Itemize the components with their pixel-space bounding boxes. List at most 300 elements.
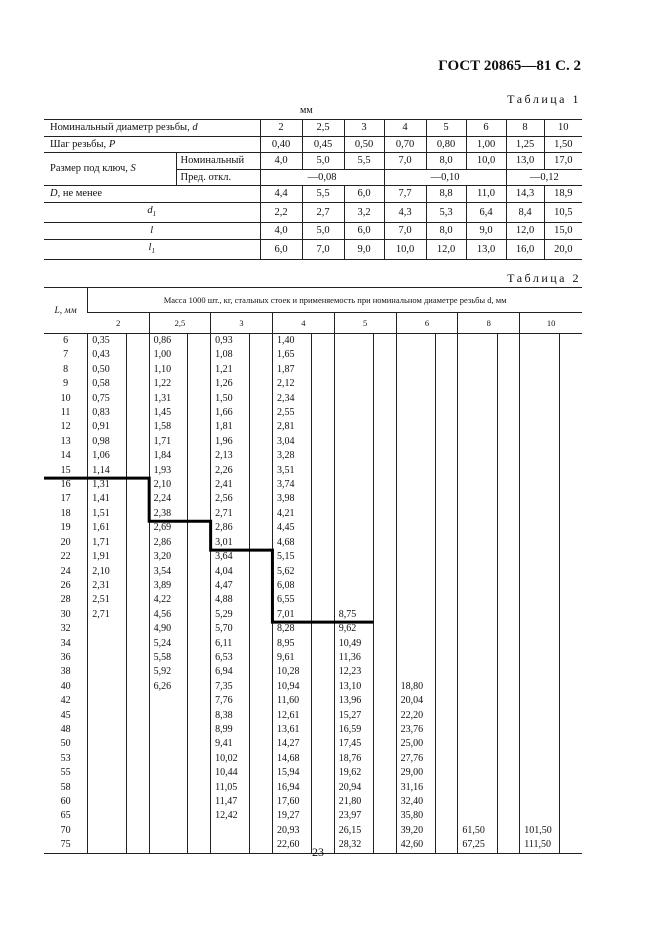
table2-mass-cell <box>458 752 497 766</box>
table1-cell: 7,0 <box>384 153 426 170</box>
table2-mass-cell <box>520 809 560 823</box>
table2-mass-cell <box>396 536 435 550</box>
table2-length-cell: 11 <box>60 407 71 419</box>
table2-applicability-cell <box>188 435 211 449</box>
table2-mass-cell <box>520 795 560 809</box>
table2-applicability-cell <box>559 824 582 838</box>
table2-applicability-cell <box>559 420 582 434</box>
table2-applicability-cell <box>250 723 273 737</box>
table-row <box>44 536 582 550</box>
table2-applicability-cell <box>373 348 396 362</box>
table2-applicability-cell <box>250 838 273 853</box>
table2-mass-cell: 29,00 <box>396 766 435 780</box>
table2-mass-cell: 11,05 <box>211 781 250 795</box>
table-row <box>44 709 582 723</box>
table2-applicability-cell <box>435 809 458 823</box>
table2-applicability-cell <box>373 435 396 449</box>
table-row <box>44 478 582 492</box>
table2-applicability-cell <box>188 809 211 823</box>
table2-applicability-cell <box>373 464 396 478</box>
table2-length-cell: 20 <box>60 536 71 548</box>
table2-applicability-cell <box>497 622 520 636</box>
table2-mass-cell <box>458 464 497 478</box>
table2-applicability-cell <box>312 449 335 463</box>
table2-mass-cell: 22,20 <box>396 709 435 723</box>
table2-mass-cell: 6,08 <box>272 579 311 593</box>
table-row <box>44 464 582 478</box>
table2-applicability-cell <box>497 464 520 478</box>
table2-applicability-cell <box>127 637 150 651</box>
table2-applicability-cell <box>435 550 458 564</box>
table2-mass-cell <box>149 824 188 838</box>
table2-mass-cell: 5,58 <box>149 651 188 665</box>
table1-cell: 7,7 <box>384 186 426 203</box>
table2-mass-cell <box>334 521 373 535</box>
table1-cell: 10,5 <box>544 202 582 223</box>
table2-applicability-cell <box>497 809 520 823</box>
table1-row-wrench-nominal <box>44 153 582 170</box>
table2-mass-cell: 5,24 <box>149 637 188 651</box>
table-row <box>44 694 582 708</box>
table2-applicability-cell <box>250 608 273 622</box>
table2-applicability-cell <box>373 536 396 550</box>
table2-length-cell: 26 <box>60 579 71 591</box>
table2-applicability-cell <box>312 709 335 723</box>
table1-cell: 14,3 <box>506 186 544 203</box>
table2-mass-cell: 17,45 <box>334 737 373 751</box>
table2-applicability-cell <box>373 651 396 665</box>
table1-label-nominal: Номинальный диаметр резьбы, d <box>44 120 260 137</box>
table2-mass-cell: 1,31 <box>149 392 188 406</box>
table2-applicability-cell <box>497 824 520 838</box>
table2-length-cell: 10 <box>60 392 71 404</box>
table2-mass-cell: 5,15 <box>272 550 311 564</box>
table2-applicability-cell <box>497 449 520 463</box>
table2-mass-cell: 12,61 <box>272 709 311 723</box>
table2-applicability-cell <box>373 492 396 506</box>
table1-label-pitch: Шаг резьбы, P <box>44 136 260 153</box>
table2-length-cell: 38 <box>60 666 71 678</box>
table2-mass-cell <box>520 449 560 463</box>
table2-applicability-cell <box>497 348 520 362</box>
table2-length-cell: 50 <box>60 738 71 750</box>
table1-label-d1: $d_1$ <box>44 202 260 223</box>
table2-mass-cell: 21,80 <box>334 795 373 809</box>
table2-applicability-cell <box>373 507 396 521</box>
table2-mass-cell <box>458 449 497 463</box>
table2-mass-header: Масса 1000 шт., кг, стальных стоек и применяемость при номинальном диаметре резьбы d, мм <box>88 288 582 313</box>
table2-applicability-cell <box>312 651 335 665</box>
table2-applicability-cell <box>435 651 458 665</box>
table2-applicability-cell <box>312 420 335 434</box>
table2-applicability-cell <box>312 478 335 492</box>
table2-applicability-cell <box>250 449 273 463</box>
table2-mass-cell: 1,08 <box>211 348 250 362</box>
table2-mass-cell: 35,80 <box>396 809 435 823</box>
table2-mass-cell <box>149 781 188 795</box>
table1-cell: 2,5 <box>302 120 344 137</box>
table2-mass-cell: 3,20 <box>149 550 188 564</box>
table2-applicability-cell <box>312 377 335 391</box>
table2-mass-cell: 0,86 <box>149 334 188 349</box>
table2-mass-cell: 4,88 <box>211 593 250 607</box>
table2-applicability-cell <box>435 608 458 622</box>
table2-mass-cell <box>334 406 373 420</box>
table2-applicability-cell <box>188 550 211 564</box>
table2-mass-cell: 1,65 <box>272 348 311 362</box>
table2-L-header: L, мм <box>44 288 88 334</box>
table2-mass-cell <box>520 737 560 751</box>
table2-applicability-cell <box>188 334 211 349</box>
table1-cell: 6,0 <box>344 186 384 203</box>
table2-applicability-cell <box>559 449 582 463</box>
table2-mass-cell <box>149 766 188 780</box>
table2-mass-cell <box>396 363 435 377</box>
table1-label-l: l <box>44 223 260 240</box>
table2-applicability-cell <box>373 406 396 420</box>
table2-mass-cell: 9,62 <box>334 622 373 636</box>
table2-mass-cell: 1,40 <box>272 334 311 349</box>
table2-mass-cell <box>520 334 560 349</box>
table-row <box>44 737 582 751</box>
table2-applicability-cell <box>188 637 211 651</box>
table2-length-cell: 8 <box>63 363 69 375</box>
table2-applicability-cell <box>373 392 396 406</box>
table2-applicability-cell <box>250 420 273 434</box>
table2-mass-cell <box>334 363 373 377</box>
table2-applicability-cell <box>188 752 211 766</box>
table2-mass-cell <box>520 665 560 679</box>
table2-mass-cell <box>88 781 127 795</box>
table2-applicability-cell <box>559 550 582 564</box>
table1-cell: 5,3 <box>426 202 466 223</box>
table2-applicability-cell <box>127 435 150 449</box>
table2-applicability-cell <box>435 464 458 478</box>
table2-mass-cell: 15,27 <box>334 709 373 723</box>
table2-mass-cell: 101,50 <box>520 824 560 838</box>
table2-applicability-cell <box>497 680 520 694</box>
table2-mass-cell: 2,24 <box>149 492 188 506</box>
table2-applicability-cell <box>312 680 335 694</box>
table2-applicability-cell <box>497 795 520 809</box>
table1-cell: 1,50 <box>544 136 582 153</box>
table2-applicability-cell <box>250 334 273 349</box>
table2-applicability-cell <box>497 377 520 391</box>
table2-applicability-cell <box>373 550 396 564</box>
table2-mass-cell <box>520 565 560 579</box>
table1-cell: 0,45 <box>302 136 344 153</box>
table2-mass-cell: 3,51 <box>272 464 311 478</box>
table2-mass-cell: 8,95 <box>272 637 311 651</box>
table2-mass-cell: 39,20 <box>396 824 435 838</box>
table-row <box>44 824 582 838</box>
table2-mass-cell: 3,74 <box>272 478 311 492</box>
table2-applicability-cell <box>373 694 396 708</box>
table2-applicability-cell <box>188 536 211 550</box>
table2-applicability-cell <box>559 593 582 607</box>
table2-length-cell: 60 <box>60 796 71 807</box>
table2-mass-cell: 1,91 <box>88 550 127 564</box>
table2-applicability-cell <box>559 464 582 478</box>
table2-mass-cell: 5,92 <box>149 665 188 679</box>
table2-applicability-cell <box>250 795 273 809</box>
table2-mass-cell: 2,41 <box>211 478 250 492</box>
table2-mass-cell <box>458 521 497 535</box>
table2-mass-cell: 19,27 <box>272 809 311 823</box>
table2-applicability-cell <box>312 492 335 506</box>
table2-applicability-cell <box>250 363 273 377</box>
table1-cell: 1,00 <box>466 136 506 153</box>
table2-mass-cell: 11,60 <box>272 694 311 708</box>
table2-mass-cell: 7,35 <box>211 680 250 694</box>
table2-applicability-cell <box>250 737 273 751</box>
table2-mass-cell <box>149 809 188 823</box>
table2-mass-cell: 2,71 <box>211 507 250 521</box>
table2-mass-cell: 5,62 <box>272 565 311 579</box>
table2-applicability-cell <box>559 334 582 349</box>
table2-mass-cell <box>396 622 435 636</box>
table2-applicability-cell <box>312 521 335 535</box>
table2-mass-cell: 1,51 <box>88 507 127 521</box>
table2-mass-cell <box>458 737 497 751</box>
table1-cell: 6 <box>466 120 506 137</box>
table2-mass-cell: 7,01 <box>272 608 311 622</box>
table-row <box>44 392 582 406</box>
table2-applicability-cell <box>373 824 396 838</box>
table2-applicability-cell <box>435 723 458 737</box>
table2-length-cell: 40 <box>60 680 71 692</box>
table2-applicability-cell <box>312 348 335 362</box>
table2-applicability-cell <box>188 363 211 377</box>
table2-mass-cell: 14,27 <box>272 737 311 751</box>
table2-applicability-cell <box>250 824 273 838</box>
document-header: ГОСТ 20865—81 С. 2 <box>438 58 581 74</box>
table2-applicability-cell <box>435 680 458 694</box>
table2-mass-cell <box>458 550 497 564</box>
table2-applicability-cell <box>373 781 396 795</box>
table2-mass-cell: 2,10 <box>88 565 127 579</box>
table1-cell: 12,0 <box>506 223 544 240</box>
table2-applicability-cell <box>559 680 582 694</box>
table2-diameter-header: 2,5 <box>149 313 210 334</box>
table1-cell: 8,8 <box>426 186 466 203</box>
table2-applicability-cell <box>497 608 520 622</box>
table2-mass-cell <box>396 593 435 607</box>
table2-mass-cell <box>520 608 560 622</box>
table2-mass-cell: 13,10 <box>334 680 373 694</box>
table2-applicability-cell <box>127 766 150 780</box>
table2-mass-cell: 12,42 <box>211 809 250 823</box>
table2-applicability-cell <box>312 406 335 420</box>
table2-mass-cell <box>88 651 127 665</box>
table2-mass-cell: 1,87 <box>272 363 311 377</box>
table2-mass-cell <box>458 694 497 708</box>
table2-diameter-header: 5 <box>334 313 396 334</box>
table2-mass-cell: 2,38 <box>149 507 188 521</box>
table2-mass-cell: 3,89 <box>149 579 188 593</box>
table2-applicability-cell <box>435 492 458 506</box>
table2-applicability-cell <box>127 536 150 550</box>
table2-mass-cell: 6,53 <box>211 651 250 665</box>
table2-applicability-cell <box>373 737 396 751</box>
table2-mass-cell: 6,11 <box>211 637 250 651</box>
table2-mass-cell <box>334 536 373 550</box>
table2-mass-cell <box>396 392 435 406</box>
table2-length-cell: 70 <box>60 824 71 836</box>
table2-applicability-cell <box>559 637 582 651</box>
table1-cell: 10 <box>544 120 582 137</box>
table2-mass-cell <box>458 579 497 593</box>
table2-applicability-cell <box>497 579 520 593</box>
page-number: 23 <box>312 845 324 859</box>
table1-cell: —0,10 <box>384 169 506 186</box>
table-row <box>44 492 582 506</box>
table2-applicability-cell <box>435 536 458 550</box>
table2-applicability-cell <box>312 565 335 579</box>
table2-applicability-cell <box>312 593 335 607</box>
table2-mass-cell: 8,28 <box>272 622 311 636</box>
table2-applicability-cell <box>312 637 335 651</box>
table2-mass-cell: 1,71 <box>149 435 188 449</box>
table2-mass-cell <box>458 608 497 622</box>
table2-mass-cell <box>334 478 373 492</box>
table2-mass-cell <box>396 348 435 362</box>
table2-mass-cell: 1,84 <box>149 449 188 463</box>
table2-mass-cell <box>88 838 127 853</box>
table2-mass-cell: 1,22 <box>149 377 188 391</box>
table2-mass-cell <box>458 593 497 607</box>
table2-mass-cell: 1,93 <box>149 464 188 478</box>
table1-cell: 4 <box>384 120 426 137</box>
table-row <box>44 334 582 349</box>
table-row <box>44 449 582 463</box>
table1-cell: 4,3 <box>384 202 426 223</box>
table2-applicability-cell <box>188 521 211 535</box>
table2-mass-cell <box>396 637 435 651</box>
table2-applicability-cell <box>250 492 273 506</box>
table2-applicability-cell <box>312 622 335 636</box>
table2-mass-cell: 10,49 <box>334 637 373 651</box>
table2-diameter-header: 2 <box>88 313 149 334</box>
table2-applicability-cell <box>559 363 582 377</box>
table2-applicability-cell <box>497 420 520 434</box>
table1-cell: 18,9 <box>544 186 582 203</box>
table2-applicability-cell <box>435 449 458 463</box>
table2-mass-cell <box>396 449 435 463</box>
table2-applicability-cell <box>312 392 335 406</box>
table2-applicability-cell <box>127 680 150 694</box>
table2-mass-cell: 2,81 <box>272 420 311 434</box>
table2-mass-cell: 0,91 <box>88 420 127 434</box>
table2-applicability-cell <box>373 608 396 622</box>
table2-mass-cell <box>458 723 497 737</box>
table2-header-row <box>44 288 582 313</box>
table2-applicability-cell <box>312 752 335 766</box>
table2-mass-cell <box>396 492 435 506</box>
table2-applicability-cell <box>497 550 520 564</box>
table2-applicability-cell <box>127 593 150 607</box>
table2-applicability-cell <box>559 694 582 708</box>
table2-mass-cell: 0,58 <box>88 377 127 391</box>
table2-length-cell: 75 <box>44 838 88 853</box>
table1-cell: 6,0 <box>260 239 302 260</box>
table2-mass-cell: 2,86 <box>211 521 250 535</box>
table2-length-cell: 42 <box>60 695 71 707</box>
table2-applicability-cell <box>312 550 335 564</box>
table2-mass-cell: 13,96 <box>334 694 373 708</box>
table2-mass-cell: 2,69 <box>149 521 188 535</box>
table2-applicability-cell <box>497 521 520 535</box>
table2-mass-cell: 15,94 <box>272 766 311 780</box>
table2-applicability-cell <box>559 838 582 853</box>
table2-mass-cell: 1,14 <box>88 464 127 478</box>
table2-applicability-cell <box>497 406 520 420</box>
table2-mass-cell <box>149 838 188 853</box>
table2-length-cell: 16 <box>60 479 71 491</box>
table2-applicability-cell <box>312 363 335 377</box>
table2-applicability-cell <box>312 723 335 737</box>
table1-cell: 4,0 <box>260 153 302 170</box>
table2-mass-cell <box>520 478 560 492</box>
table2-applicability-cell <box>559 348 582 362</box>
table2-mass-cell <box>396 565 435 579</box>
table2-mass-cell <box>88 795 127 809</box>
table2-applicability-cell <box>497 838 520 853</box>
table2-mass-cell <box>396 435 435 449</box>
table2-diameter-row <box>44 313 582 334</box>
table2-applicability-cell <box>373 420 396 434</box>
table2-applicability-cell <box>188 464 211 478</box>
table2-applicability-cell <box>312 507 335 521</box>
table2-mass-cell: 10,28 <box>272 665 311 679</box>
table2-applicability-cell <box>127 795 150 809</box>
table2-mass-cell: 20,93 <box>272 824 311 838</box>
table2-applicability-cell <box>559 651 582 665</box>
table2-mass-cell: 12,23 <box>334 665 373 679</box>
table2-mass-cell: 3,98 <box>272 492 311 506</box>
table2-mass-cell: 19,62 <box>334 766 373 780</box>
table-row <box>44 507 582 521</box>
table1-cell: 13,0 <box>506 153 544 170</box>
table2-mass-cell: 0,43 <box>88 348 127 362</box>
table2-applicability-cell <box>373 565 396 579</box>
table1-cell: 5,0 <box>302 153 344 170</box>
table2-applicability-cell <box>435 593 458 607</box>
table1-cell: 6,4 <box>466 202 506 223</box>
table2-mass-cell: 10,44 <box>211 766 250 780</box>
table2-mass-cell: 1,61 <box>88 521 127 535</box>
table2-mass-cell: 1,81 <box>211 420 250 434</box>
table2-mass-cell: 1,26 <box>211 377 250 391</box>
table2-applicability-cell <box>188 781 211 795</box>
table2-applicability-cell <box>250 392 273 406</box>
table1-cell: 0,40 <box>260 136 302 153</box>
table2-applicability-cell <box>127 737 150 751</box>
table2-mass-cell: 2,51 <box>88 593 127 607</box>
table1-cell: 13,0 <box>466 239 506 260</box>
table-row <box>44 651 582 665</box>
table2-diameter-header: 3 <box>211 313 273 334</box>
table1-cell: 8,0 <box>426 223 466 240</box>
table2-applicability-cell <box>127 838 150 853</box>
table2-mass-cell <box>458 392 497 406</box>
table2-applicability-cell <box>435 622 458 636</box>
table2-mass-cell <box>396 579 435 593</box>
table2-applicability-cell <box>312 435 335 449</box>
table2-applicability-cell <box>250 809 273 823</box>
table2-applicability-cell <box>373 363 396 377</box>
table2-applicability-cell <box>188 608 211 622</box>
